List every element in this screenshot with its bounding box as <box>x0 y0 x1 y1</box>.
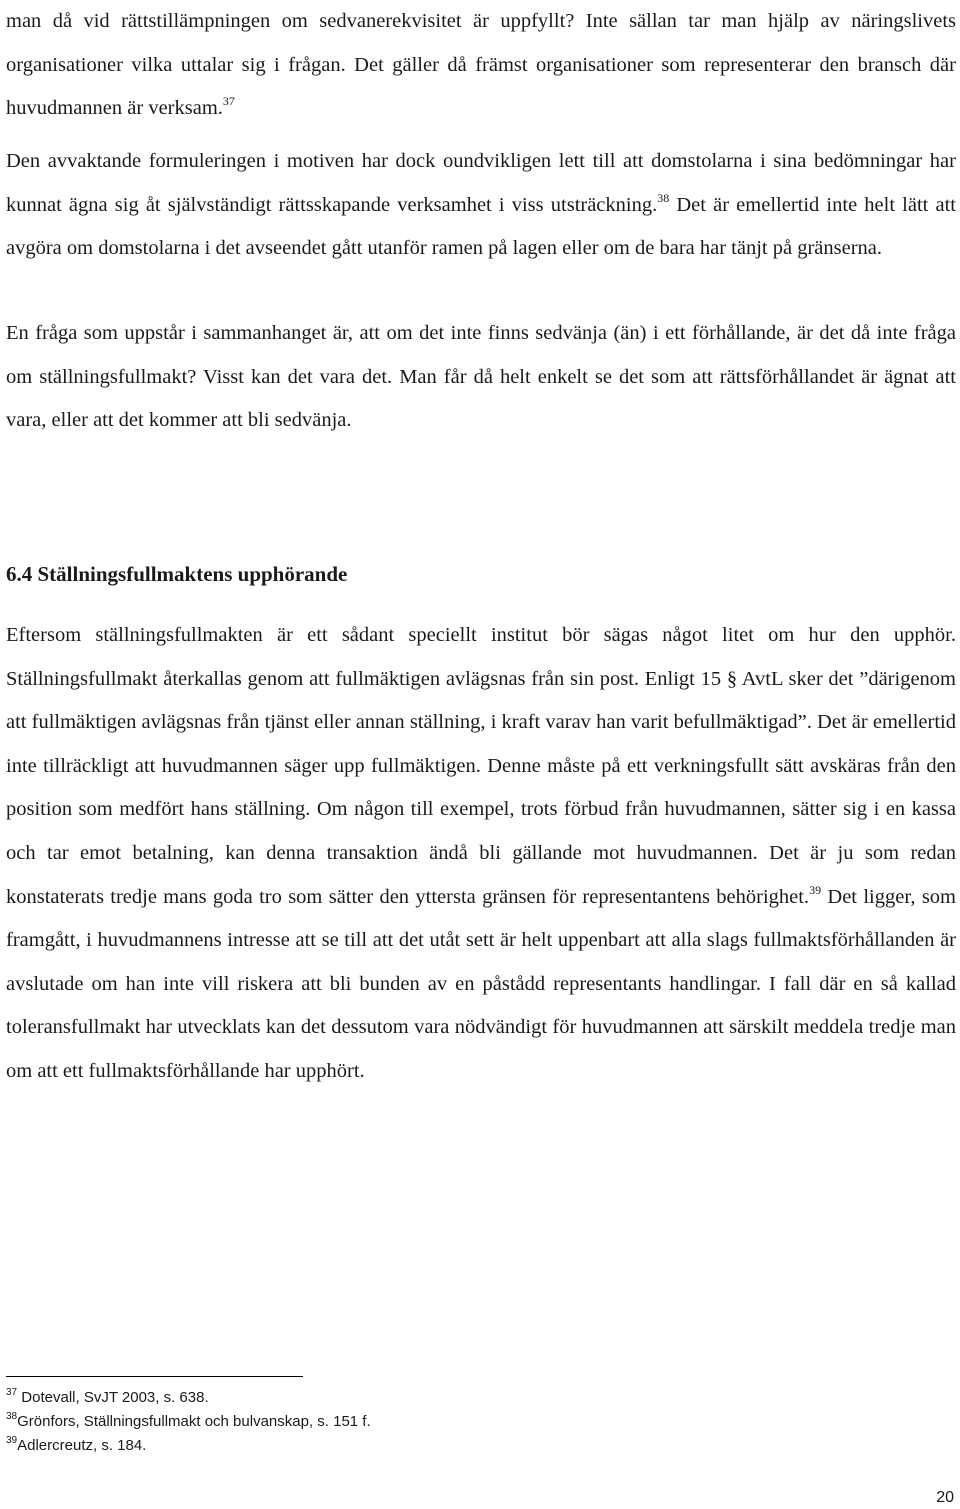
footnote-reference[interactable]: 39 <box>809 882 822 897</box>
footnote-text: Dotevall, SvJT 2003, s. 638. <box>17 1389 209 1406</box>
footnote-reference[interactable]: 38 <box>657 190 670 205</box>
paragraph <box>6 614 956 1094</box>
footnote-number: 39 <box>6 1435 18 1446</box>
footnote-item <box>6 1386 906 1410</box>
footnote-reference[interactable]: 37 <box>222 94 235 109</box>
footnote-text: Adlercreutz, s. 184. <box>17 1437 147 1454</box>
footnote-item <box>6 1410 906 1434</box>
footnote-text: Grönfors, Ställningsfullmakt och bulvanskap, s. 151 f. <box>17 1413 371 1430</box>
paragraph-text: En fråga som uppstår i sammanhanget är, att om det inte finns sedvänja (än) i ett förhållande, är det då inte fråga om ställningsfullmakt? Visst kan det vara det. Man får då helt enkelt se det som att rättsförhållandet är ägnat att vara, eller att det kommer att bli sedvänja. <box>6 322 956 432</box>
paragraph <box>6 0 956 131</box>
paragraph-text: man då vid rättstillämpningen om sedvanerekvisitet är uppfyllt? Inte sällan tar man hjälp av näringslivets organisationer vilka uttalar sig i frågan. Det gäller då främst organisationer som representerar den bransch där huvudmannen är verksam. <box>6 10 956 120</box>
section-heading: 6.4 Ställningsfullmaktens upphörande <box>6 562 348 586</box>
paragraph-text: Det ligger, som framgått, i huvudmannens intresse att se till att det utåt sett är helt uppenbart att alla slags fullmaktsförhållanden är avslutade om han inte vill riskera att bli bunden av en påstådd representants handlingar. I fall där en så kallad toleransfullmakt har utvecklats kan det dessutom vara nödvändigt för huvudmannen att särskilt meddela tredje man om att ett fullmaktsförhållande har upphört. <box>6 885 956 1082</box>
footnote-number: 37 <box>6 1387 18 1398</box>
paragraph-text: Det är emellertid inte helt lätt att avgöra om domstolarna i det avseendet gått utanför ramen på lagen eller om de bara har tänjt på gränserna. <box>6 193 956 260</box>
footnote-item <box>6 1434 906 1458</box>
footnote-number: 38 <box>6 1411 18 1422</box>
page-number: 20 <box>936 1489 954 1506</box>
paragraph-text: Den avvaktande formuleringen i motiven har dock oundvikligen lett till att domstolarna i sina bedömningar har kunnat ägna sig åt självständigt rättsskapande verksamhet i viss utsträckning. <box>6 150 956 216</box>
footnote-divider <box>6 1376 303 1377</box>
paragraph <box>6 140 956 271</box>
footnotes <box>6 1386 906 1458</box>
paragraph-text: Eftersom ställningsfullmakten är ett sådant speciellt institut bör sägas något litet om hur den upphör. Ställningsfullmakt återkallas genom att fullmäktigen avlägsnas från sin post. Enligt 15 § AvtL sker det ”därigenom att fullmäktigen avlägsnas från tjänst eller annan ställning, i kraft varav han varit befullmäktigad”. Det är emellertid inte tillräckligt att huvudmannen säger upp fullmäktigen. Denne måste på ett verkningsfullt sätt avskäras från den position som medfört hans ställning. Om någon till exempel, trots förbud från huvudmannen, sätter sig i en kassa och tar emot betalning, kan denna transaktion ändå bli gällande mot huvudmannen. Det är ju som redan konstaterats tredje mans goda tro som sätter den yttersta gränsen för representantens behörighet. <box>6 624 956 908</box>
paragraph <box>6 312 956 443</box>
